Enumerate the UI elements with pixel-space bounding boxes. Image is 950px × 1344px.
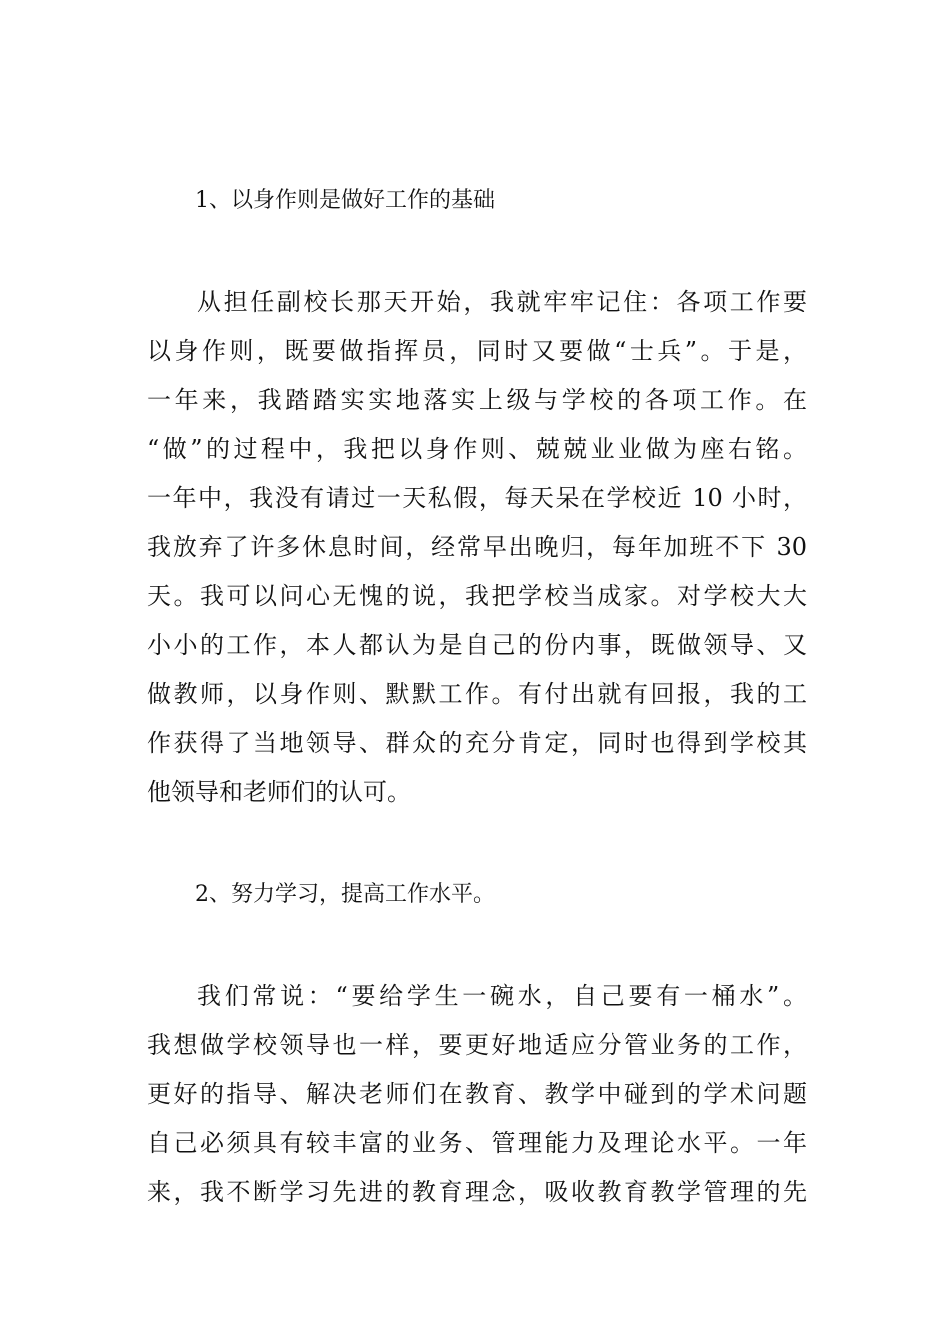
section-1-line-7: 天。我可以问心无愧的说，我把学校当成家。对学校大大 xyxy=(147,582,807,610)
section-2-line-3: 更好的指导、解决老师们在教育、教学中碰到的学术问题 xyxy=(147,1080,807,1108)
section-1-heading: 1、以身作则是做好工作的基础 xyxy=(195,188,495,213)
section-2-line-2: 我想做学校领导也一样，要更好地适应分管业务的工作， xyxy=(147,1031,807,1059)
section-1-line-11: 他领导和老师们的认可。 xyxy=(147,778,411,806)
section-2-line-5: 来，我不断学习先进的教育理念，吸收教育教学管理的先 xyxy=(147,1178,807,1206)
section-1-line-2: 以身作则，既要做指挥员，同时又要做“士兵”。于是， xyxy=(147,337,807,365)
section-1-line-4: “做”的过程中，我把以身作则、兢兢业业做为座右铭。 xyxy=(147,435,807,463)
section-2-heading: 2、努力学习，提高工作水平。 xyxy=(195,882,495,907)
section-2-line-4: 自己必须具有较丰富的业务、管理能力及理论水平。一年 xyxy=(147,1129,807,1157)
section-1-line-10: 作获得了当地领导、群众的充分肯定，同时也得到学校其 xyxy=(147,729,807,757)
section-1-line-8: 小小的工作，本人都认为是自己的份内事，既做领导、又 xyxy=(147,631,807,659)
section-2-line-1: 我们常说：“要给学生一碗水，自己要有一桶水”。 xyxy=(197,982,807,1010)
section-1-line-3: 一年来，我踏踏实实地落实上级与学校的各项工作。在 xyxy=(147,386,807,414)
section-1-line-1: 从担任副校长那天开始，我就牢牢记住：各项工作要 xyxy=(197,288,807,316)
section-1-line-5: 一年中，我没有请过一天私假，每天呆在学校近 10 小时， xyxy=(147,484,807,512)
section-1-line-6: 我放弃了许多休息时间，经常早出晚归，每年加班不下 30 xyxy=(147,533,807,561)
section-1-line-9: 做教师，以身作则、默默工作。有付出就有回报，我的工 xyxy=(147,680,807,708)
